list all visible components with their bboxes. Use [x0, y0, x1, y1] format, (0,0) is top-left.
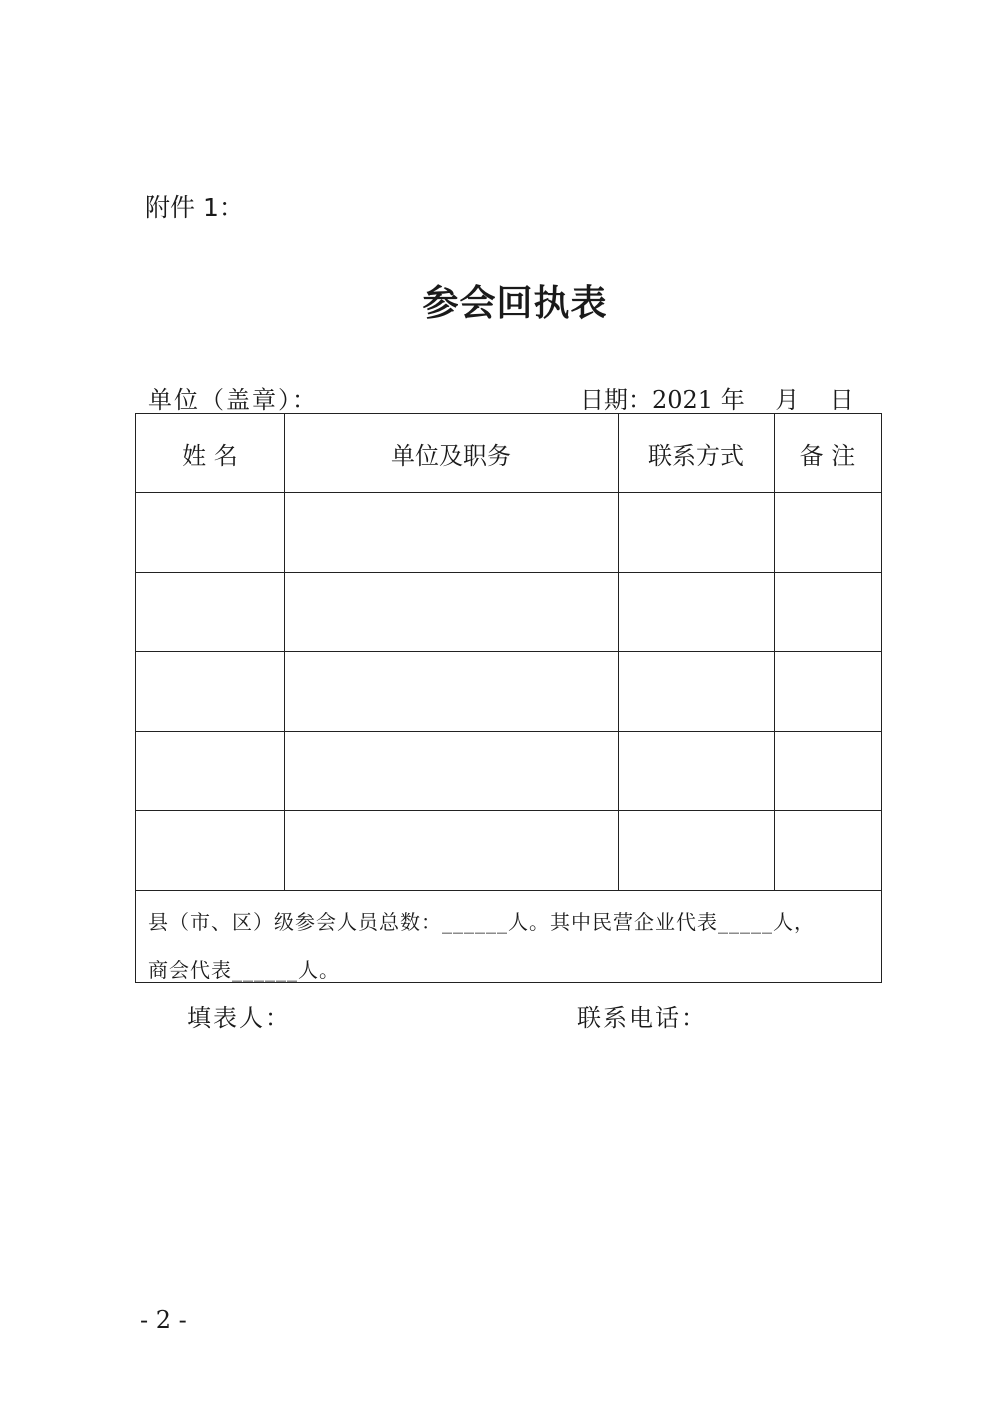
- filler-label: 填表人：: [187, 1004, 291, 1032]
- page-number: - 2 -: [140, 1306, 187, 1334]
- summary-divider: [136, 890, 881, 891]
- unit-seal-label: 单位（盖章）：: [148, 386, 318, 414]
- attendee-summary-line-2: 商会代表______人。: [148, 958, 340, 982]
- header-contact: 联系方式: [648, 441, 744, 470]
- header-remarks: 备 注: [799, 441, 856, 470]
- phone-label: 联系电话：: [577, 1004, 707, 1032]
- table-row[interactable]: [136, 493, 881, 571]
- table-row[interactable]: [136, 811, 881, 889]
- table-row[interactable]: [136, 573, 881, 651]
- attendee-summary-line-1: 县（市、区）级参会人员总数：______人。其中民营企业代表_____人，: [148, 910, 815, 934]
- attachment-label: 附件 1：: [145, 193, 244, 222]
- reply-form-table: [135, 413, 882, 983]
- form-title: 参会回执表: [422, 283, 608, 324]
- header-unit-position: 单位及职务: [391, 441, 511, 470]
- header-name: 姓 名: [182, 441, 238, 470]
- table-row[interactable]: [136, 652, 881, 730]
- date-label: 日期：2021 年 月 日: [580, 386, 854, 414]
- table-row[interactable]: [136, 732, 881, 810]
